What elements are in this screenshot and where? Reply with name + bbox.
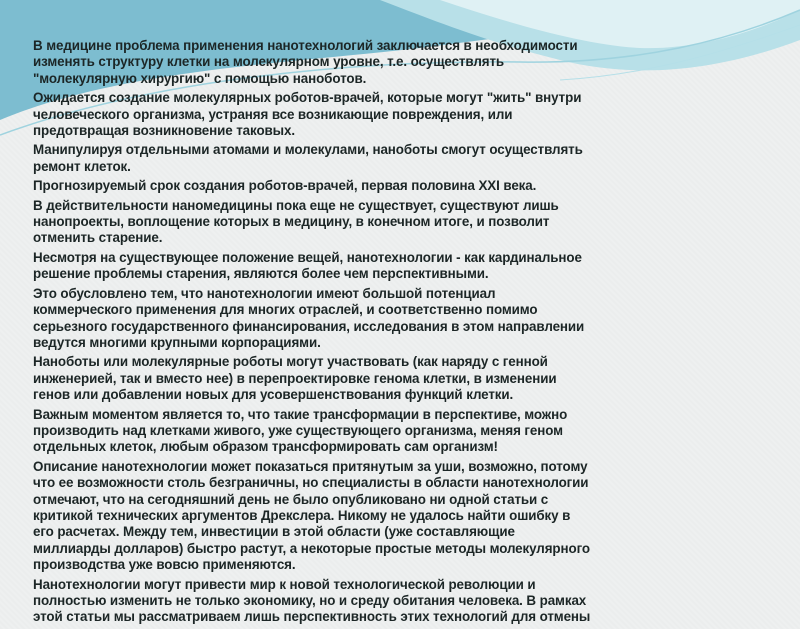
text-line: полностью изменить не только экономику, но и среду обитания человека. В рамках (33, 593, 587, 608)
paragraph (33, 90, 773, 139)
text-line: "молекулярную хирургию" с помощью наноботов. (33, 70, 367, 86)
slide-body-text (33, 38, 773, 629)
paragraph (33, 142, 773, 175)
text-line: В действительности наномедицины пока еще не существует, существуют лишь (33, 197, 559, 213)
paragraph (33, 459, 773, 574)
text-line: коммерческого применения для многих отраслей, и соответственно помимо (33, 302, 538, 318)
text-line: производства уже вовсю применяются. (33, 557, 296, 573)
text-line: генов или добавлении новых для усовершенствования функций клетки. (33, 387, 514, 403)
text-line: производить над клетками живого, уже существующего организма, меняя геном (33, 422, 563, 438)
text-line: Это обусловлено тем, что нанотехнологии имеют большой потенциал (33, 285, 496, 301)
text-line: Важным моментом является то, что такие трансформации в перспективе, можно (33, 406, 568, 422)
paragraph (33, 38, 773, 87)
text-line: Манипулируя отдельными атомами и молекулами, наноботы смогут осуществлять (33, 142, 583, 158)
text-line: отменить старение. (33, 230, 163, 246)
text-line: критикой технических аргументов Дрекслера. Никому не удалось найти ошибку в (33, 507, 571, 523)
text-line: человеческого организма, устраняя все возникающие повреждения, или (33, 106, 513, 122)
text-line: ведутся многими крупными корпорациями. (33, 334, 321, 350)
text-line: Описание нанотехнологии может показаться притянутым за уши, возможно, потому (33, 458, 588, 474)
text-line: его расчетах. Между тем, инвестиции в этой области (уже составляющие (33, 524, 515, 540)
text-line: изменять структуру клетки на молекулярном уровне, т.е. осуществлять (33, 54, 505, 70)
text-line: серьезного государственного финансирования, исследования в этом направлении (33, 318, 585, 334)
paragraph (33, 250, 773, 283)
text-line: отдельных клеток, любым образом трансформировать сам организм! (33, 439, 498, 455)
paragraph (33, 198, 773, 247)
text-line: Несмотря на существующее положение вещей, нанотехнологии - как кардинальное (33, 249, 582, 265)
text-line: нанопроекты, воплощение которых в медицину, в конечном итоге, и позволит (33, 214, 550, 230)
text-line: Нанотехнологии могут привести мир к новой технологической революции и (33, 576, 536, 592)
paragraph (33, 286, 773, 352)
text-line: Прогнозируемый срок создания роботов-врачей, первая половина XXI века. (33, 178, 537, 194)
text-line: инженерией, так и вместо нее) в перепроектировке генома клетки, в изменении (33, 370, 557, 386)
text-line: этой статьи мы рассматриваем лишь перспективность этих технологий для отмены (33, 609, 591, 625)
paragraph (33, 354, 773, 403)
text-line: отмечают, что на сегодняшний день не было опубликовано ни одной статьи с (33, 491, 549, 507)
paragraph (33, 577, 773, 626)
text-line: Ожидается создание молекулярных роботов-врачей, которые могут "жить" внутри (33, 90, 582, 106)
paragraph (33, 178, 773, 194)
text-line: миллиарды долларов) быстро растут, а некоторые простые методы молекулярного (33, 540, 590, 556)
text-line: что ее возможности столь безграничны, но специалисты в области нанотехнологии (33, 475, 589, 491)
text-line: предотвращая возникновение таковых. (33, 123, 295, 139)
text-line: решение проблемы старения, являются более чем перспективными. (33, 266, 489, 282)
text-line: ремонт клеток. (33, 158, 131, 174)
text-line: Наноботы или молекулярные роботы могут участвовать (как наряду с генной (33, 354, 548, 370)
paragraph (33, 407, 773, 456)
text-line: В медицине проблема применения нанотехнологий заключается в необходимости (33, 38, 578, 53)
